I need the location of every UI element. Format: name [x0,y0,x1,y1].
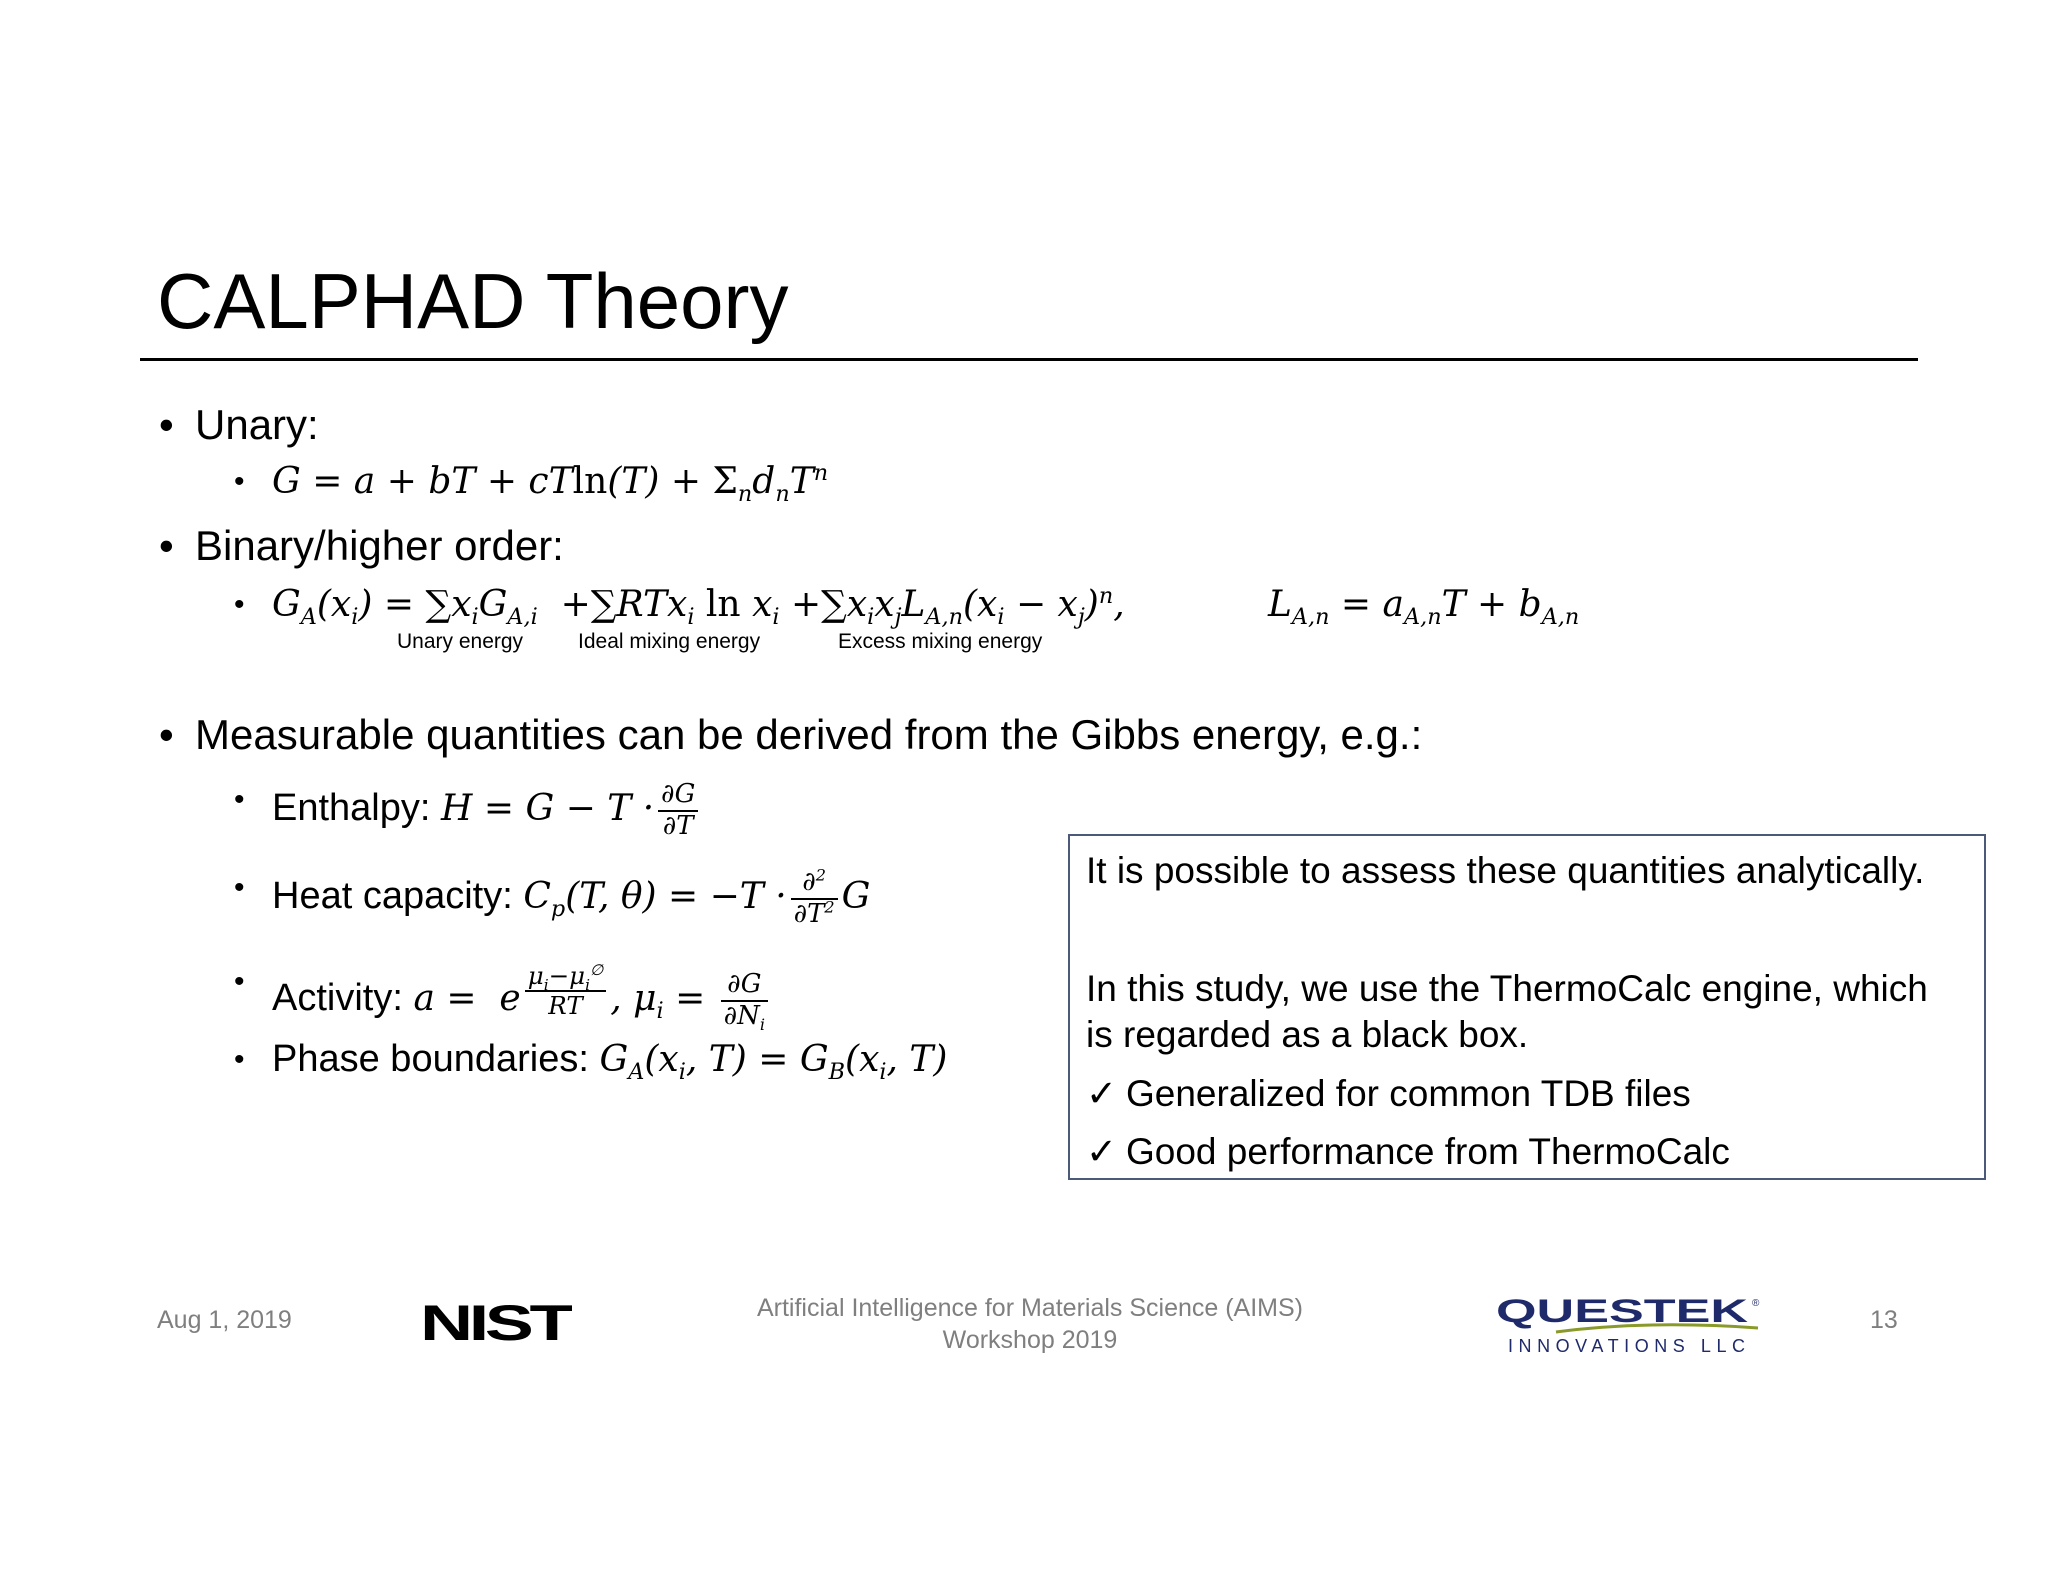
slide-title: CALPHAD Theory [157,257,789,345]
bullet-icon: • [234,588,245,621]
enthalpy-label: Enthalpy: [272,786,431,829]
phase-boundaries-label: Phase boundaries: [272,1038,589,1080]
bullet-icon: • [234,783,245,816]
bullet-icon: • [234,871,245,904]
bullet-icon: • [234,965,245,998]
unary-equation: • G = a + bT + $cTln(T) + \Sigma_nd_nT^n$ [234,460,829,508]
phase-boundaries-item: • Phase boundaries: $G_A(x_i$, $T) = G_B(x_i$, T) [234,1038,948,1086]
footer-event-line-2: Workshop 2019 [942,1326,1118,1354]
binary-label: Binary/higher order: [195,522,564,569]
questek-logo-tagline: INNOVATIONS LLC [1508,1336,1748,1356]
annotation-excess-mixing: Excess mixing energy [838,630,1043,653]
callout-line-3: is regarded as a black box. [1086,1014,1529,1055]
svg-text:®: ® [1752,1298,1760,1309]
annotation-ideal-mixing: Ideal mixing energy [578,630,761,653]
annotation-unary-energy: Unary energy [397,630,524,653]
bullet-measurable [159,711,1423,758]
enthalpy-item: • Enthalpy: H = G − T · $\frac{\partial G}{\partial T}$ [272,780,702,842]
callout-line-2: In this study, we use the ThermoCalc engine, which [1086,968,1928,1009]
bullet-binary [159,522,564,569]
questek-logo [1496,1292,1766,1358]
heat-capacity-label: Heat capacity: [272,874,513,917]
measurable-label: Measurable quantities can be derived from the Gibbs energy, e.g.: [195,711,1423,758]
check-item [1086,1075,1691,1112]
check-item-label: Generalized for common TDB files [1126,1073,1691,1114]
footer-event [700,1292,1360,1356]
nist-logo [420,1300,572,1344]
activity-item: • Activity: a = e $^{\frac{\mu_i-\mu_i^\emptyset}{RT}}$ , $\mu_i$ = $\frac{\partial G}{\partial N_i}$ [272,962,772,1032]
unary-label: Unary: [195,401,319,448]
title-divider [140,358,1918,361]
check-item [1086,1133,1730,1170]
bullet-icon: • [159,401,174,448]
footer-date: Aug 1, 2019 [157,1306,292,1334]
heat-capacity-item: • Heat capacity: $C_p(T$, θ) = −T · $\frac{\partial^2}{\partial T^2}$ G [234,865,871,929]
callout-box [1068,834,1986,1180]
l-coefficient-equation: $L_{A,n} = a_{A,n}T + b_{A,n}$ [1268,584,1580,631]
check-item-label: Good performance from ThermoCalc [1126,1131,1730,1172]
bullet-icon: • [159,711,174,758]
questek-logo-wordmark: QUESTEK [1496,1293,1748,1329]
bullet-unary [159,401,319,448]
check-icon: ✓ [1086,1131,1118,1172]
activity-label: Activity: [272,977,403,1020]
bullet-icon: • [234,1043,245,1076]
footer-event-line-1: Artificial Intelligence for Materials Science (AIMS) [756,1294,1304,1322]
page-number: 13 [1870,1306,1898,1334]
check-icon: ✓ [1086,1073,1118,1114]
callout-line-1: It is possible to assess these quantities analytically. [1086,850,1925,891]
bullet-icon: • [159,522,174,569]
binary-equation: • $G_A(x_i) = \sum x_iG_{A,i} +\sum RTx_i$ $\ln x_i +\sum x_ix_jL_{A,n}(x_i - x_j)^n$, [234,583,1125,631]
nist-logo-text: NIST [420,1300,572,1344]
bullet-icon: • [234,465,245,498]
